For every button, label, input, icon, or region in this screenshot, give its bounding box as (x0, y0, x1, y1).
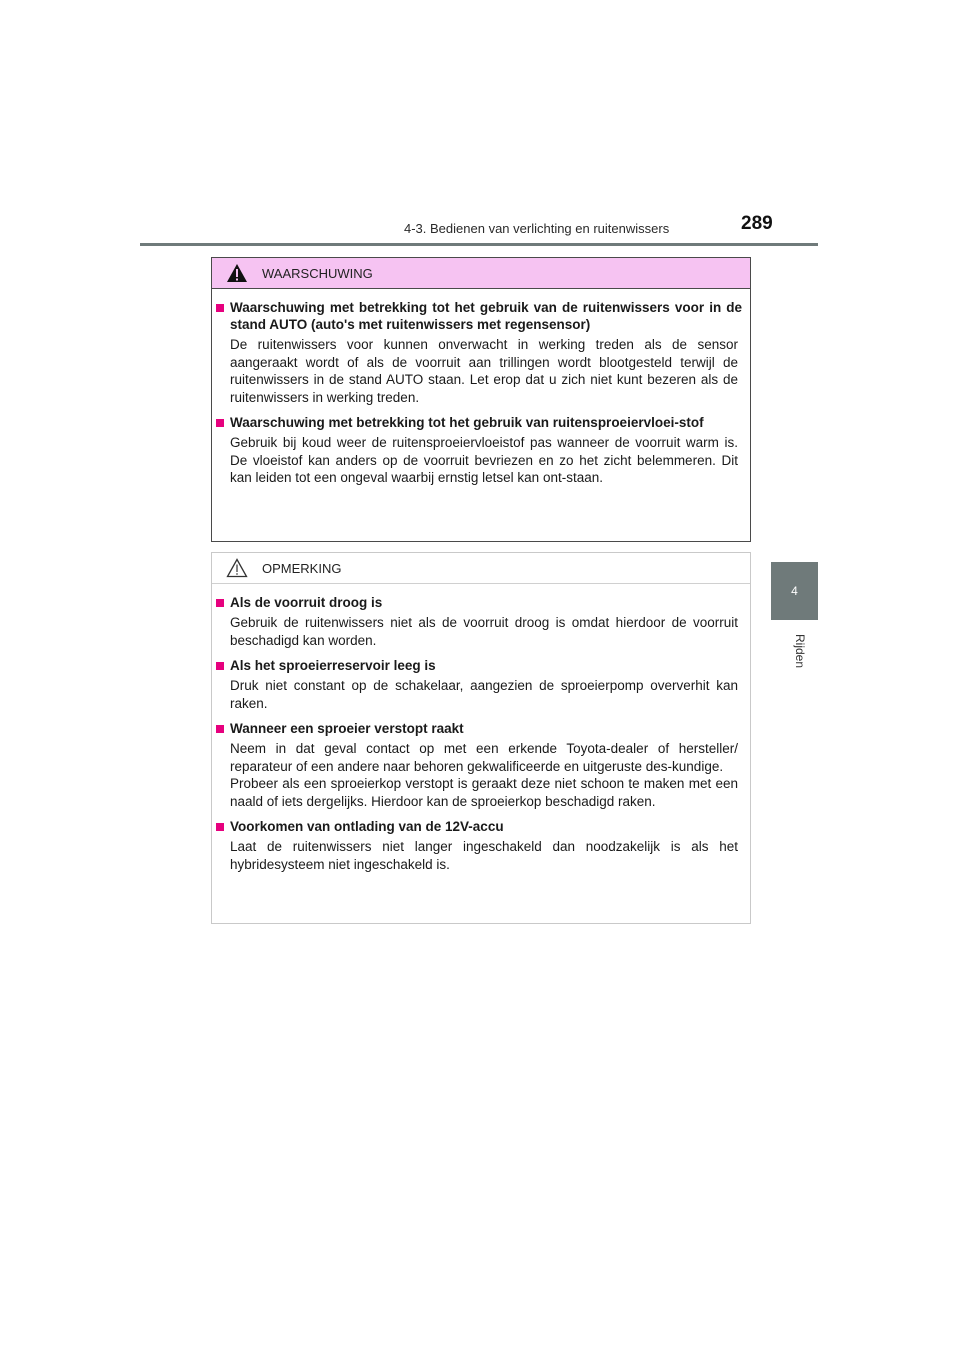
warning-item-text: Gebruik bij koud weer de ruitensproeiervloeistof pas wanneer de voorruit warm is. De vloeistof kan anders op de voorruit bevriezen en zo het zicht belemmeren. Dit kan leiden tot een ongeval waarbij ernstig letsel kan ont-staan. (230, 435, 738, 485)
warning-item-text: De ruitenwissers voor kunnen onverwacht in werking treden als de sensor aangeraakt wordt of als de voorruit aan trillingen wordt blootgesteld terwijl de ruitenwissers in de stand AUTO staan. Let erop dat u zich niet kunt bezeren als de ruitenwissers in werking treden. (230, 337, 738, 405)
chapter-label: Rijden (793, 634, 807, 669)
warning-item-title: Waarschuwing met betrekking tot het gebruik van de ruitenwissers voor in de stand AUTO (auto's met ruitenwissers met regensensor) (230, 300, 742, 332)
bullet-square-icon (216, 304, 224, 312)
notice-box (211, 552, 751, 924)
notice-heading: OPMERKING (262, 560, 342, 576)
warning-item (216, 299, 742, 406)
notice-item-text: Druk niet constant op de schakelaar, aangezien de sproeierpomp oververhit kan raken. (230, 678, 738, 711)
bullet-square-icon (216, 725, 224, 733)
notice-item (216, 720, 742, 810)
notice-item-title: Als de voorruit droog is (230, 595, 383, 610)
notice-item-title: Voorkomen van ontlading van de 12V-accu (230, 819, 504, 834)
notice-item-text: Laat de ruitenwissers niet langer ingeschakeld dan noodzakelijk is als het hybridesysteem niet ingeschakeld is. (230, 839, 738, 872)
bullet-square-icon (216, 662, 224, 670)
header-section-title: 4-3. Bedienen van verlichting en ruitenwissers (404, 221, 670, 236)
warning-body (212, 289, 750, 487)
chapter-number: 4 (791, 584, 798, 598)
bullet-square-icon (216, 823, 224, 831)
chapter-tab (771, 562, 818, 620)
notice-item (216, 594, 742, 649)
caution-triangle-outline-icon (226, 558, 248, 578)
warning-heading: WAARSCHUWING (262, 265, 373, 281)
warning-box (211, 257, 751, 542)
notice-item (216, 818, 742, 873)
page-number: 289 (741, 213, 773, 234)
bullet-square-icon (216, 599, 224, 607)
notice-item-text: Gebruik de ruitenwissers niet als de voorruit droog is omdat hierdoor de voorruit beschadigd kan worden. (230, 615, 738, 648)
notice-header (212, 553, 750, 584)
notice-item (216, 657, 742, 712)
bullet-square-icon (216, 419, 224, 427)
notice-item-text: Neem in dat geval contact op met een erkende Toyota-dealer of hersteller/ reparateur of een andere naar behoren gekwalificeerde en uitgeruste des-kundige. (230, 741, 738, 774)
notice-item-title: Als het sproeierreservoir leeg is (230, 658, 436, 673)
notice-item-text: Probeer als een sproeierkop verstopt is geraakt deze niet schoon te maken met een naald of iets dergelijks. Hierdoor kan de sproeierkop beschadigd raken. (230, 776, 738, 809)
warning-header (212, 258, 750, 289)
warning-item-title: Waarschuwing met betrekking tot het gebruik van ruitensproeiervloei-stof (230, 415, 704, 430)
notice-item-title: Wanneer een sproeier verstopt raakt (230, 721, 464, 736)
warning-triangle-icon (226, 263, 248, 283)
header-rule (140, 243, 818, 246)
notice-body (212, 584, 750, 873)
warning-item (216, 414, 742, 487)
